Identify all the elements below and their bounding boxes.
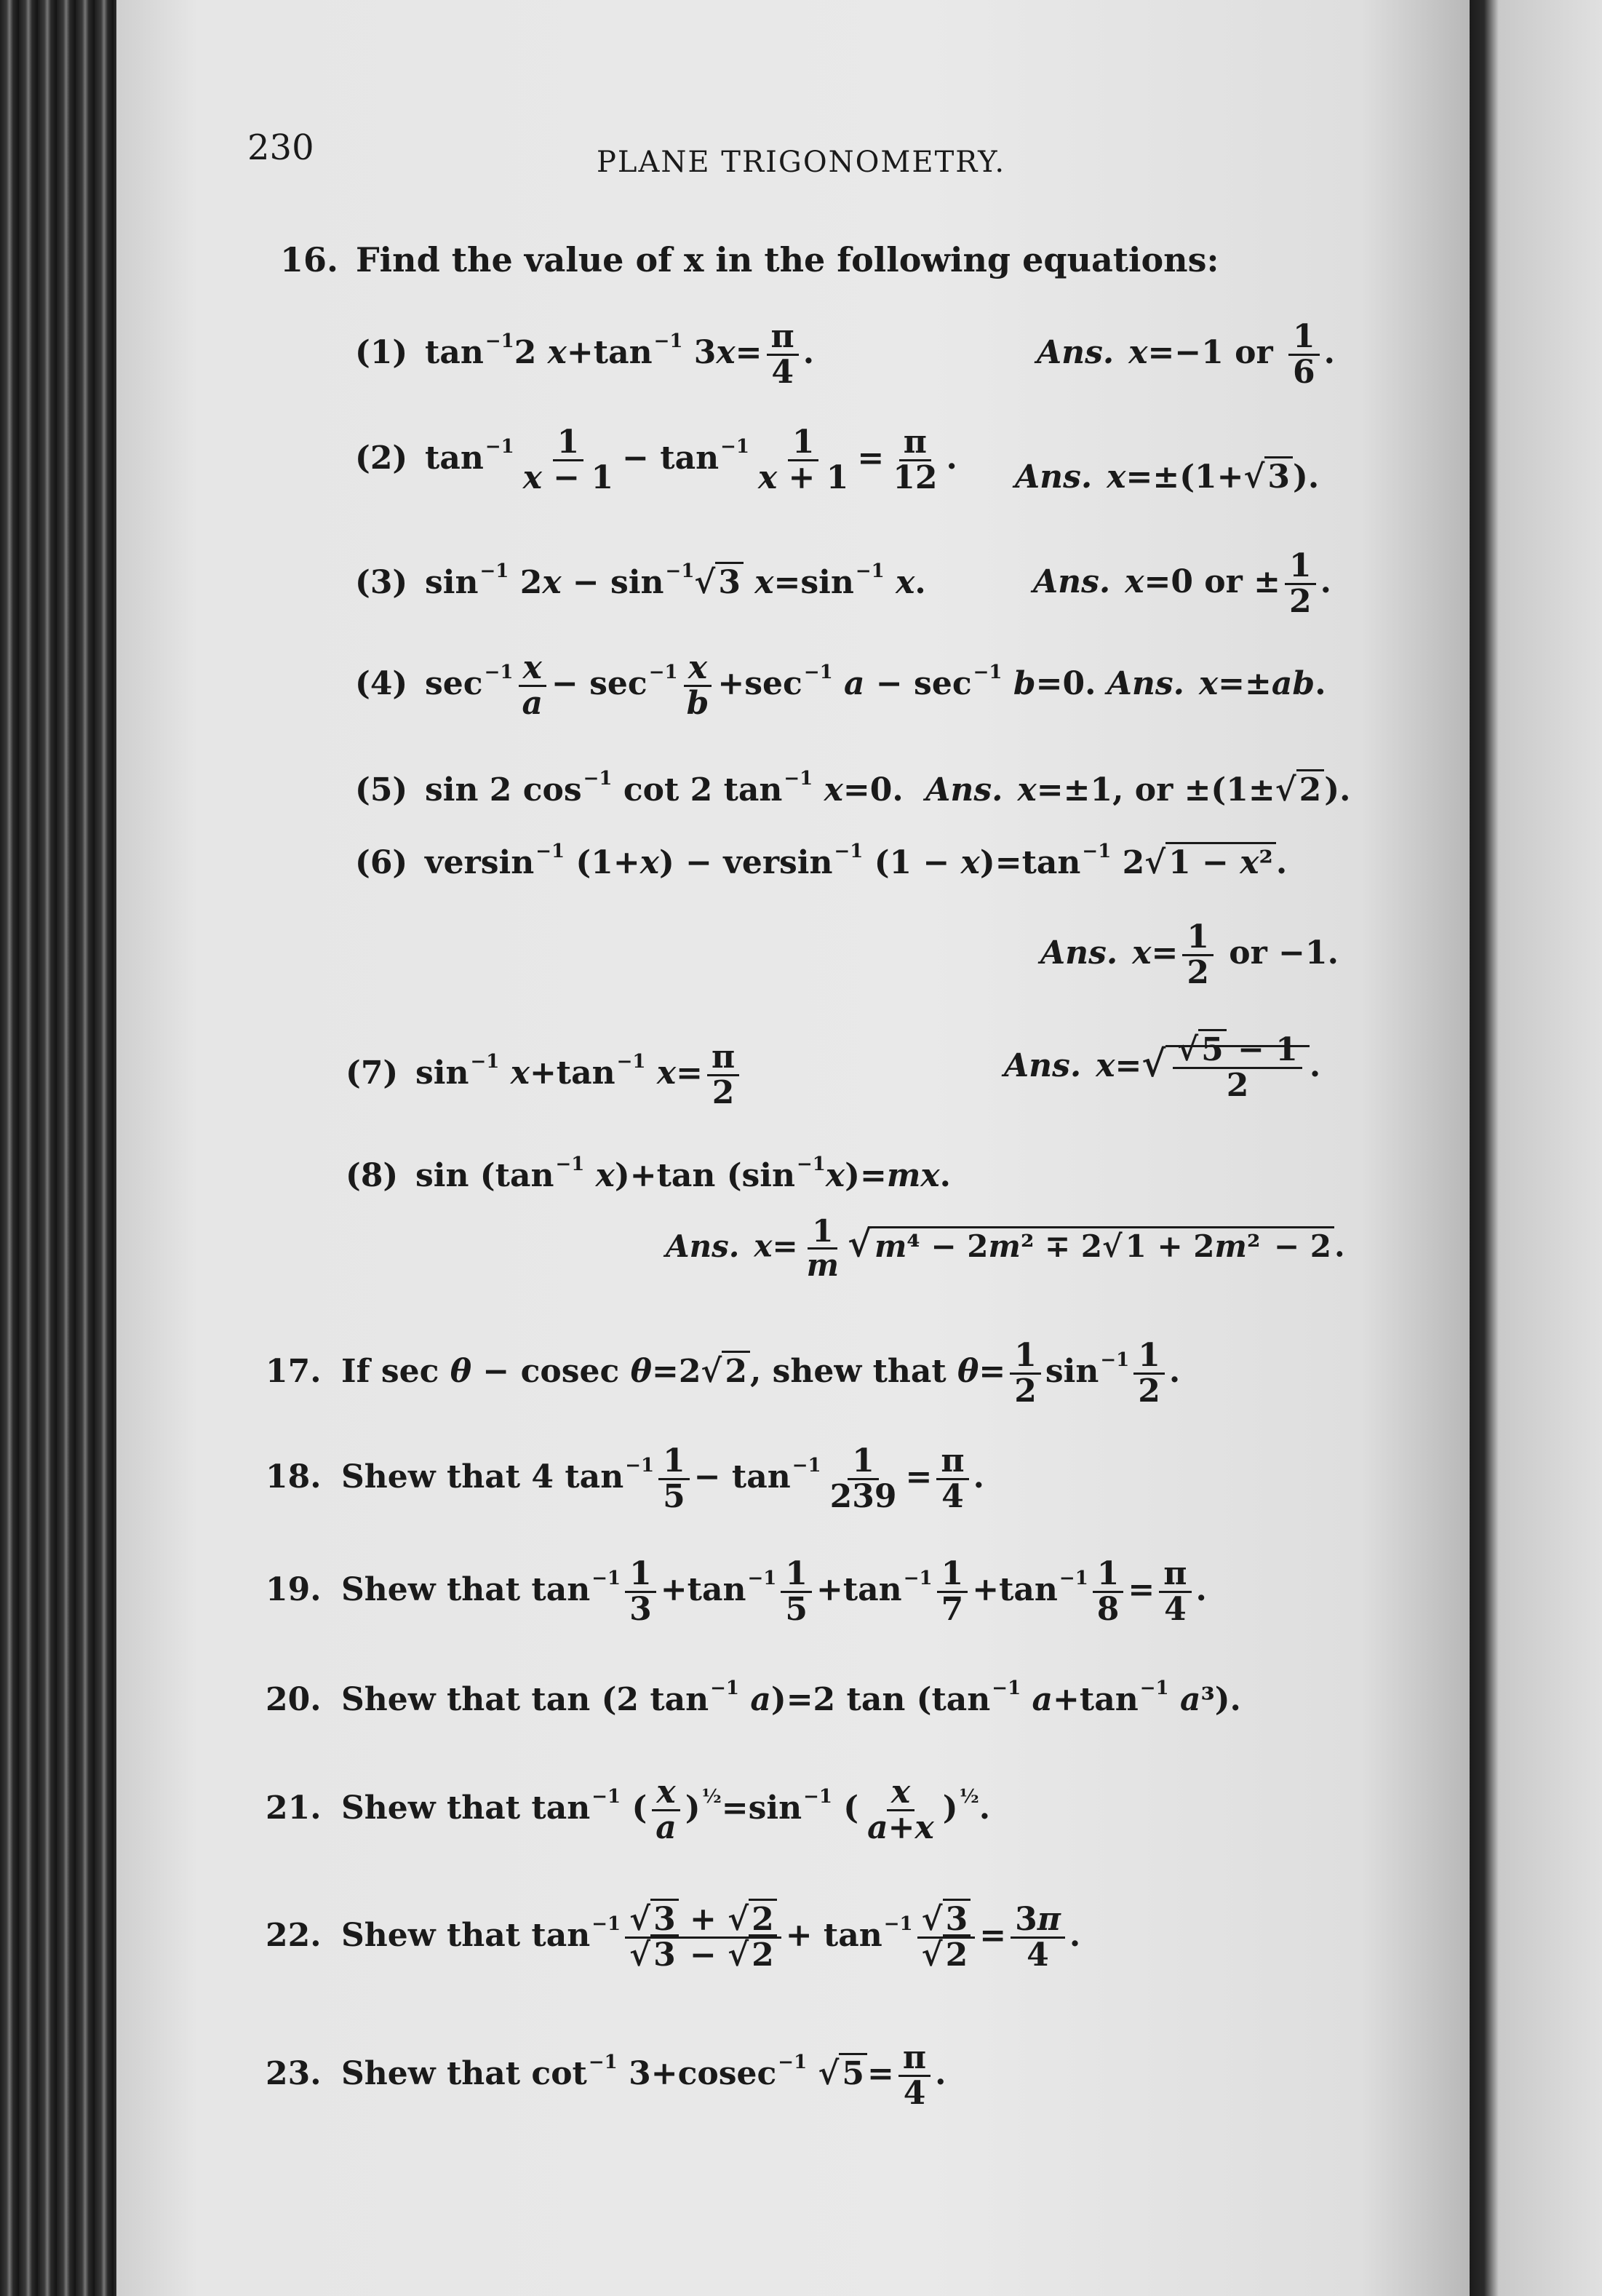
problem-number: 17. xyxy=(266,1353,322,1391)
part-label: (2) xyxy=(355,440,408,477)
page-number: 230 xyxy=(247,127,314,168)
problem-number: 22. xyxy=(266,1917,322,1955)
ans-16-3: Ans. x=0 or ± $\frac{1}{2}$ . xyxy=(1033,547,1331,621)
part-label: (6) xyxy=(355,844,408,881)
eq-16-6: (6) versin$^{-1}$ (1+x) − versin$^{-1}$ $(1 - x)=\tan^{-1}$ 2√1 − x². xyxy=(355,841,1288,881)
part-label: (1) xyxy=(355,334,408,372)
problem-number: 23. xyxy=(266,2055,322,2093)
eq-16-8: (8) $\sin (\tan^{-1}$ x)+tan $(\sin^{-1}x)=mx$. xyxy=(346,1153,951,1194)
eq-16-1: (1) $\tan^{-1}2$ $x+\tan^{-1}$ 3x= $\frac{\pi}{4}$ . xyxy=(355,318,815,392)
problem-number: 21. xyxy=(266,1789,322,1827)
eq-16-2: (2) $\tan^{-1}$ $\frac{1}{x - 1}$ − $\tan^{-1}$ $\frac{1}{x + 1}$ = $\frac{\pi}{12}$ . xyxy=(355,424,957,497)
part-label: (8) xyxy=(346,1157,399,1194)
part-label: (3) xyxy=(355,564,408,601)
part-label: (7) xyxy=(346,1054,399,1092)
part-label: (4) xyxy=(355,665,408,703)
running-title: PLANE TRIGONOMETRY. xyxy=(597,146,1006,179)
ans-16-2: Ans. x=±(1+√3). xyxy=(1015,458,1319,496)
ans-16-6: Ans. x= $\frac{1}{2}$ or −1. xyxy=(1040,918,1339,992)
problem-number: 16. xyxy=(280,240,339,279)
eq-16-5: (5) sin 2 $\cos^{-1} \cot 2$ $\tan^{-1} x=0$. Ans. x=±1, or ±(1±√2). xyxy=(355,768,1351,809)
ans-16-1: Ans. x=−1 or $\frac{1}{6}$ . xyxy=(1037,318,1335,392)
problem-20: 20. Shew that tan (2 $\tan^{-1} a)=2$ $\tan (\tan^{-1}$ $a+\tan^{-1}$ a³). xyxy=(266,1677,1241,1718)
problem-22: 22. Shew that $\tan^{-1}$ $\frac{√3 + √2}{√3 - √2}$ + $\tan^{-1}$ $\frac{√3}{√2}$ = $\frac{3\pi}{4}$ . xyxy=(266,1903,1080,1972)
part-label: (5) xyxy=(355,771,408,809)
ans-16-8: Ans. x= $\frac{1}{m}$ √m⁴ − 2m² ∓ 2√1 + 2m² − 2. xyxy=(666,1213,1345,1284)
problem-21: 21. Shew that $\tan^{-1}$ ( $\frac{x}{a}$ )$^{\frac{1}{2}}=\sin^{-1}$ ( $\frac{x}{a+x}$ )$^{\frac{1}{2}}$. xyxy=(266,1773,991,1847)
ans-16-7: Ans. x=√ $\frac{√5 - 1}{2}$ . xyxy=(1004,1033,1320,1103)
next-page-edge xyxy=(1470,0,1602,2296)
eq-16-4: (4) $\sec^{-1}$ $\frac{x}{a}$ − $\sec^{-1}$ $\frac{x}{b}$ $+\sec^{-1}$ $a - \sec^{-1} b=0$. Ans. x=±ab. xyxy=(355,649,1326,723)
problem-16-heading xyxy=(280,240,1219,279)
problem-23: 23. Shew that $\cot^{-1} 3+cosec^{-1}$ √5= $\frac{\pi}{4}$ . xyxy=(266,2039,947,2113)
eq-16-3: (3) $\sin^{-1} 2x - \sin^{-1}√3$ $x=\sin^{-1}$ x. xyxy=(355,560,926,601)
problem-17: 17. If sec θ − cosec θ=2√2, shew that θ= $\frac{1}{2}$ $\sin^{-1}$ $\frac{1}{2}$ . xyxy=(266,1337,1181,1410)
problem-19: 19. Shew that $\tan^{-1}$ $\frac{1}{3}$ $+\tan^{-1}$ $\frac{1}{5}$ $+\tan^{-1}$ $\frac{1}{7}$ $+\tan^{-1}$ $\frac{1}{8}$ = $\frac{\pi}{4}$ . xyxy=(266,1555,1207,1629)
problem-18: 18. Shew that 4 $\tan^{-1}$ $\frac{1}{5}$ − $\tan^{-1}$ $\frac{1}{239}$ = $\frac{\pi}{4}$ . xyxy=(266,1442,984,1516)
book-spine xyxy=(0,0,127,2296)
eq-16-7: (7) $\sin^{-1} x+\tan^{-1}$ x= $\frac{\pi}{2}$ xyxy=(346,1041,744,1110)
problem-number: 19. xyxy=(266,1571,322,1609)
problem-number: 18. xyxy=(266,1458,322,1496)
problem-16-intro: Find the value of x in the following equations: xyxy=(356,240,1219,279)
problem-number: 20. xyxy=(266,1681,322,1718)
